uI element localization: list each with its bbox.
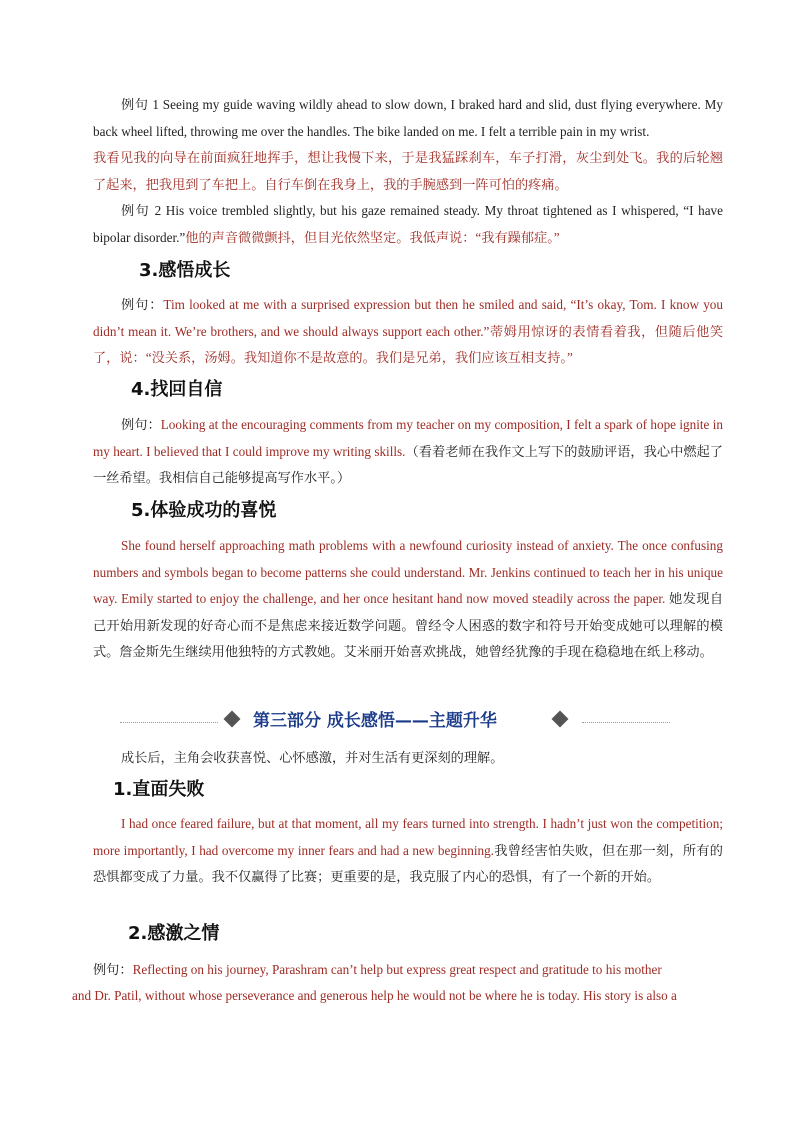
example-3-chinese: 蒂姆用惊讶的表情看着我，但随后他笑了，说：“没关系，汤姆。我知道你不是故意的。我们是兄弟，我们应该互相支持。”: [93, 323, 724, 365]
section-divider: [120, 708, 670, 734]
divider-line-left: [120, 722, 218, 723]
heading-growth-insight: 3.感悟成长: [139, 260, 231, 281]
example-1-english: Seeing my guide waving wildly ahead to slow down, I braked hard and slid, dust flying everywhere. My back wheel lifted, throwing me over the handles. The bike landed on me. I felt a terrible pain in my wrist.: [93, 97, 723, 139]
example-7-english-line-1: Reflecting on his journey, Parashram can’t help but express great respect and gratitude to his mother: [132, 962, 662, 977]
example-5: [93, 533, 723, 666]
diamond-icon: [552, 711, 569, 728]
example-2-english: His voice trembled slightly, but his gaze remained steady. My throat tightened as I whispered, “I have bipolar disorder.”: [93, 203, 723, 245]
example-4: [93, 412, 723, 492]
example-3: [93, 292, 723, 372]
heading-face-failure: 1.直面失败: [113, 779, 205, 800]
example-3-prefix: 例句：: [121, 297, 164, 312]
divider-line-right: [582, 722, 670, 723]
example-5-english: She found herself approaching math problems with a newfound curiosity instead of anxiety. The once confusing numbers and symbols began to become patterns she could understand. Mr. Jenkins continued to teach her in his unique way. Emily started to enjoy the challenge, and her once hesitant hand now moved steadily across the paper.: [93, 538, 723, 606]
example-3-english: Tim looked at me with a surprised expression but then he smiled and said, “It’s okay, Tom. I know you didn’t mean it. We’re brothers, and we should always support each other.”: [93, 297, 723, 339]
example-2: [93, 198, 723, 251]
example-7-prefix: 例句：: [93, 962, 133, 977]
example-4-english: Looking at the encouraging comments from my teacher on my composition, I felt a spark of hope ignite in my heart. I believed that I could improve my writing skills.: [93, 417, 724, 459]
section-intro: 成长后，主角会收获喜悦、心怀感激，并对生活有更深刻的理解。: [121, 750, 504, 765]
heading-joy-of-success: 5.体验成功的喜悦: [131, 500, 277, 521]
section-title: 第三部分 成长感悟——主题升华: [253, 711, 497, 731]
example-4-prefix: 例句：: [121, 417, 161, 432]
example-5-chinese: 她发现自己开始用新发现的好奇心而不是焦虑来接近数学问题。曾经令人困惑的数字和符号开始变成她可以理解的模式。詹金斯先生继续用他独特的方式教她。艾米丽开始喜欢挑战，她曾经犹豫的手现在稳稳地在纸上移动。: [93, 591, 724, 659]
diamond-icon: [224, 711, 241, 728]
example-6: [93, 811, 723, 891]
example-2-chinese: 他的声音微微颤抖，但目光依然坚定。我低声说：“我有躁郁症。”: [185, 229, 560, 245]
example-4-chinese: （看着老师在我作文上写下的鼓励评语，我心中燃起了一丝希望。我相信自己能够提高写作水平。）: [93, 443, 723, 485]
example-6-chinese: 我曾经害怕失败，但在那一刻，所有的恐惧都变成了力量。我不仅赢得了比赛；更重要的是，我克服了内心的恐惧，有了一个新的开始。: [93, 842, 723, 884]
heading-regain-confidence: 4.找回自信: [131, 379, 223, 400]
example-7-line-1: [93, 957, 733, 984]
heading-gratitude: 2.感激之情: [128, 923, 220, 944]
example-1: [93, 92, 723, 198]
example-1-chinese: 我看见我的向导在前面疯狂地挥手，想让我慢下来，于是我猛踩刹车，车子打滑，灰尘到处飞。我的后轮翘了起来，把我甩到了车把上。自行车倒在我身上，我的手腕感到一阵可怕的疼痛。: [93, 150, 723, 192]
example-1-prefix: 例句 1: [121, 97, 163, 112]
example-7-english-line-2: and Dr. Patil, without whose perseverance and generous help he would not be where he is today. His story is also a: [72, 988, 677, 1003]
example-6-english: I had once feared failure, but at that moment, all my fears turned into strength. I hadn’t just won the competition; more importantly, I had overcome my inner fears and had a new beginning.: [93, 816, 723, 858]
example-2-prefix: 例句 2: [121, 203, 166, 218]
example-7-line-2: [72, 983, 732, 1010]
